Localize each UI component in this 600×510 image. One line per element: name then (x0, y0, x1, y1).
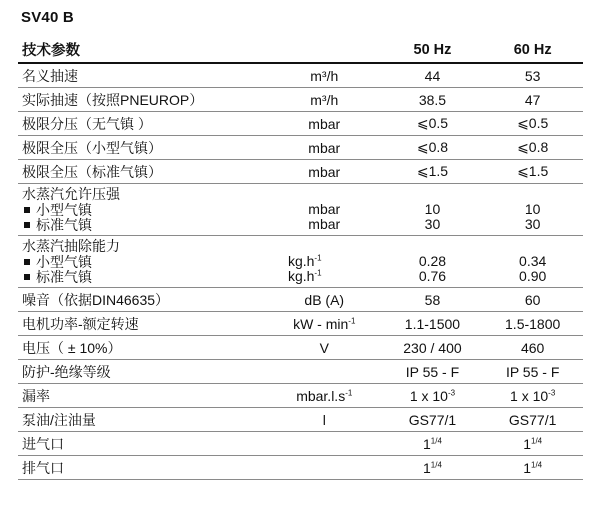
row-unit: V (319, 339, 329, 356)
row-name: 名义抽速 (22, 67, 78, 84)
row-unit: dB (A) (304, 291, 345, 308)
row-name: 漏率 (22, 387, 50, 404)
bullet-square-icon (24, 274, 30, 280)
row-name: 极限全压（标准气镇） (22, 163, 162, 180)
group-item (22, 203, 262, 218)
row-value-60hz: 53 (524, 67, 541, 84)
table-row (18, 408, 583, 432)
table-row (18, 160, 583, 184)
bullet-square-icon (24, 222, 30, 228)
row-name: 噪音（依据DIN46635） (22, 291, 170, 308)
row-value-50hz: 44 (424, 67, 441, 84)
group-item-value-50hz: 0.28 (418, 253, 447, 269)
row-value-60hz: ⩽0.5 (517, 115, 549, 131)
row-value-60hz: 1.5-1800 (505, 315, 561, 332)
row-unit (266, 432, 383, 456)
row-value-60hz: 47 (524, 91, 541, 108)
group-item-value-60hz: 30 (524, 216, 541, 232)
table-header (18, 37, 583, 63)
row-value-60hz: $1^{1/4}$ (523, 459, 543, 476)
row-value-60hz: 460 (520, 339, 545, 356)
row-unit (266, 360, 383, 384)
table-row (18, 456, 583, 480)
row-unit (266, 456, 383, 480)
table-row-group (18, 184, 583, 236)
row-name: 进气口 (22, 435, 64, 452)
row-value-50hz: ⩽0.8 (416, 139, 449, 155)
table-row (18, 136, 583, 160)
group-item-label: 小型气镇 (36, 254, 92, 270)
bullet-square-icon (24, 259, 30, 265)
group-item-unit: mbar (308, 216, 341, 232)
row-value-50hz: 38.5 (418, 91, 447, 108)
header-title: 技术参数 (22, 43, 80, 59)
row-unit: $mbar.l.s^{-1}$ (296, 387, 353, 404)
row-value-50hz: $1^{1/4}$ (422, 435, 442, 452)
row-name: 极限全压（小型气镇） (22, 139, 162, 156)
group-item-unit: mbar (308, 201, 341, 217)
row-unit: mbar (308, 115, 341, 132)
row-value-50hz: ⩽0.5 (416, 115, 449, 131)
group-item (22, 255, 262, 270)
group-item-value-50hz: 10 (424, 201, 441, 217)
group-item-label: 小型气镇 (36, 202, 92, 218)
table-row (18, 88, 583, 112)
row-value-60hz: IP 55 - F (505, 363, 560, 380)
row-unit: kW - $\min^{-1}$ (293, 315, 356, 332)
row-value-50hz: 1.1-1500 (404, 315, 461, 332)
table-row (18, 432, 583, 456)
group-item-label: 标准气镇 (36, 269, 92, 285)
group-item (22, 270, 262, 285)
row-value-60hz: GS77/1 (508, 411, 557, 428)
row-value-50hz: $1^{1/4}$ (422, 459, 442, 476)
group-title: 水蒸汽抽除能力 (22, 238, 120, 254)
table-row (18, 312, 583, 336)
row-name: 实际抽速（按照PNEUROP） (22, 91, 204, 108)
row-value-50hz: 1 x $10^{-3}$ (409, 387, 456, 404)
row-name: 电压（ ± 10%） (22, 339, 122, 356)
row-value-60hz: ⩽1.5 (517, 163, 549, 179)
table-row (18, 384, 583, 408)
group-title: 水蒸汽允许压强 (22, 186, 120, 202)
row-value-50hz: GS77/1 (408, 411, 457, 428)
group-item-unit: $kg.h^{-1}$ (287, 268, 322, 284)
row-value-60hz: 1 x $10^{-3}$ (510, 387, 556, 404)
row-value-50hz: IP 55 - F (405, 363, 460, 380)
group-item (22, 218, 262, 233)
header-unit (266, 37, 383, 63)
model-title: SV40 B (21, 9, 74, 26)
row-value-60hz: 60 (524, 291, 541, 308)
table-row (18, 336, 583, 360)
table-row-group (18, 236, 583, 288)
table-row (18, 288, 583, 312)
header-50hz: 50 Hz (413, 41, 452, 58)
group-item-value-60hz: 0.90 (519, 268, 547, 284)
row-unit: mbar (308, 163, 341, 180)
group-item-value-60hz: 0.34 (519, 253, 547, 269)
row-unit: m³/h (310, 91, 339, 108)
spec-table (18, 37, 583, 480)
row-value-50hz: 58 (424, 291, 441, 308)
group-item-value-60hz: 10 (524, 201, 541, 217)
group-item-value-50hz: 0.76 (418, 268, 447, 284)
table-row (18, 63, 583, 88)
table-row (18, 112, 583, 136)
row-name: 极限分压（无气镇 ） (22, 115, 152, 132)
group-item-unit: $kg.h^{-1}$ (287, 253, 322, 269)
row-name: 防护-绝缘等级 (22, 363, 111, 380)
row-unit: mbar (308, 139, 341, 156)
row-value-60hz: $1^{1/4}$ (523, 435, 543, 452)
row-name: 泵油/注油量 (22, 411, 96, 428)
row-value-50hz: ⩽1.5 (416, 163, 449, 179)
table-row (18, 360, 583, 384)
row-value-60hz: ⩽0.8 (517, 139, 549, 155)
row-name: 电机功率-额定转速 (22, 315, 139, 332)
row-unit: l (322, 411, 326, 428)
row-unit: m³/h (310, 67, 339, 84)
row-name: 排气口 (22, 459, 64, 476)
group-item-label: 标准气镇 (36, 217, 92, 233)
row-value-50hz: 230 / 400 (403, 339, 462, 356)
header-60hz: 60 Hz (513, 41, 552, 58)
group-item-value-50hz: 30 (424, 216, 441, 232)
bullet-square-icon (24, 207, 30, 213)
